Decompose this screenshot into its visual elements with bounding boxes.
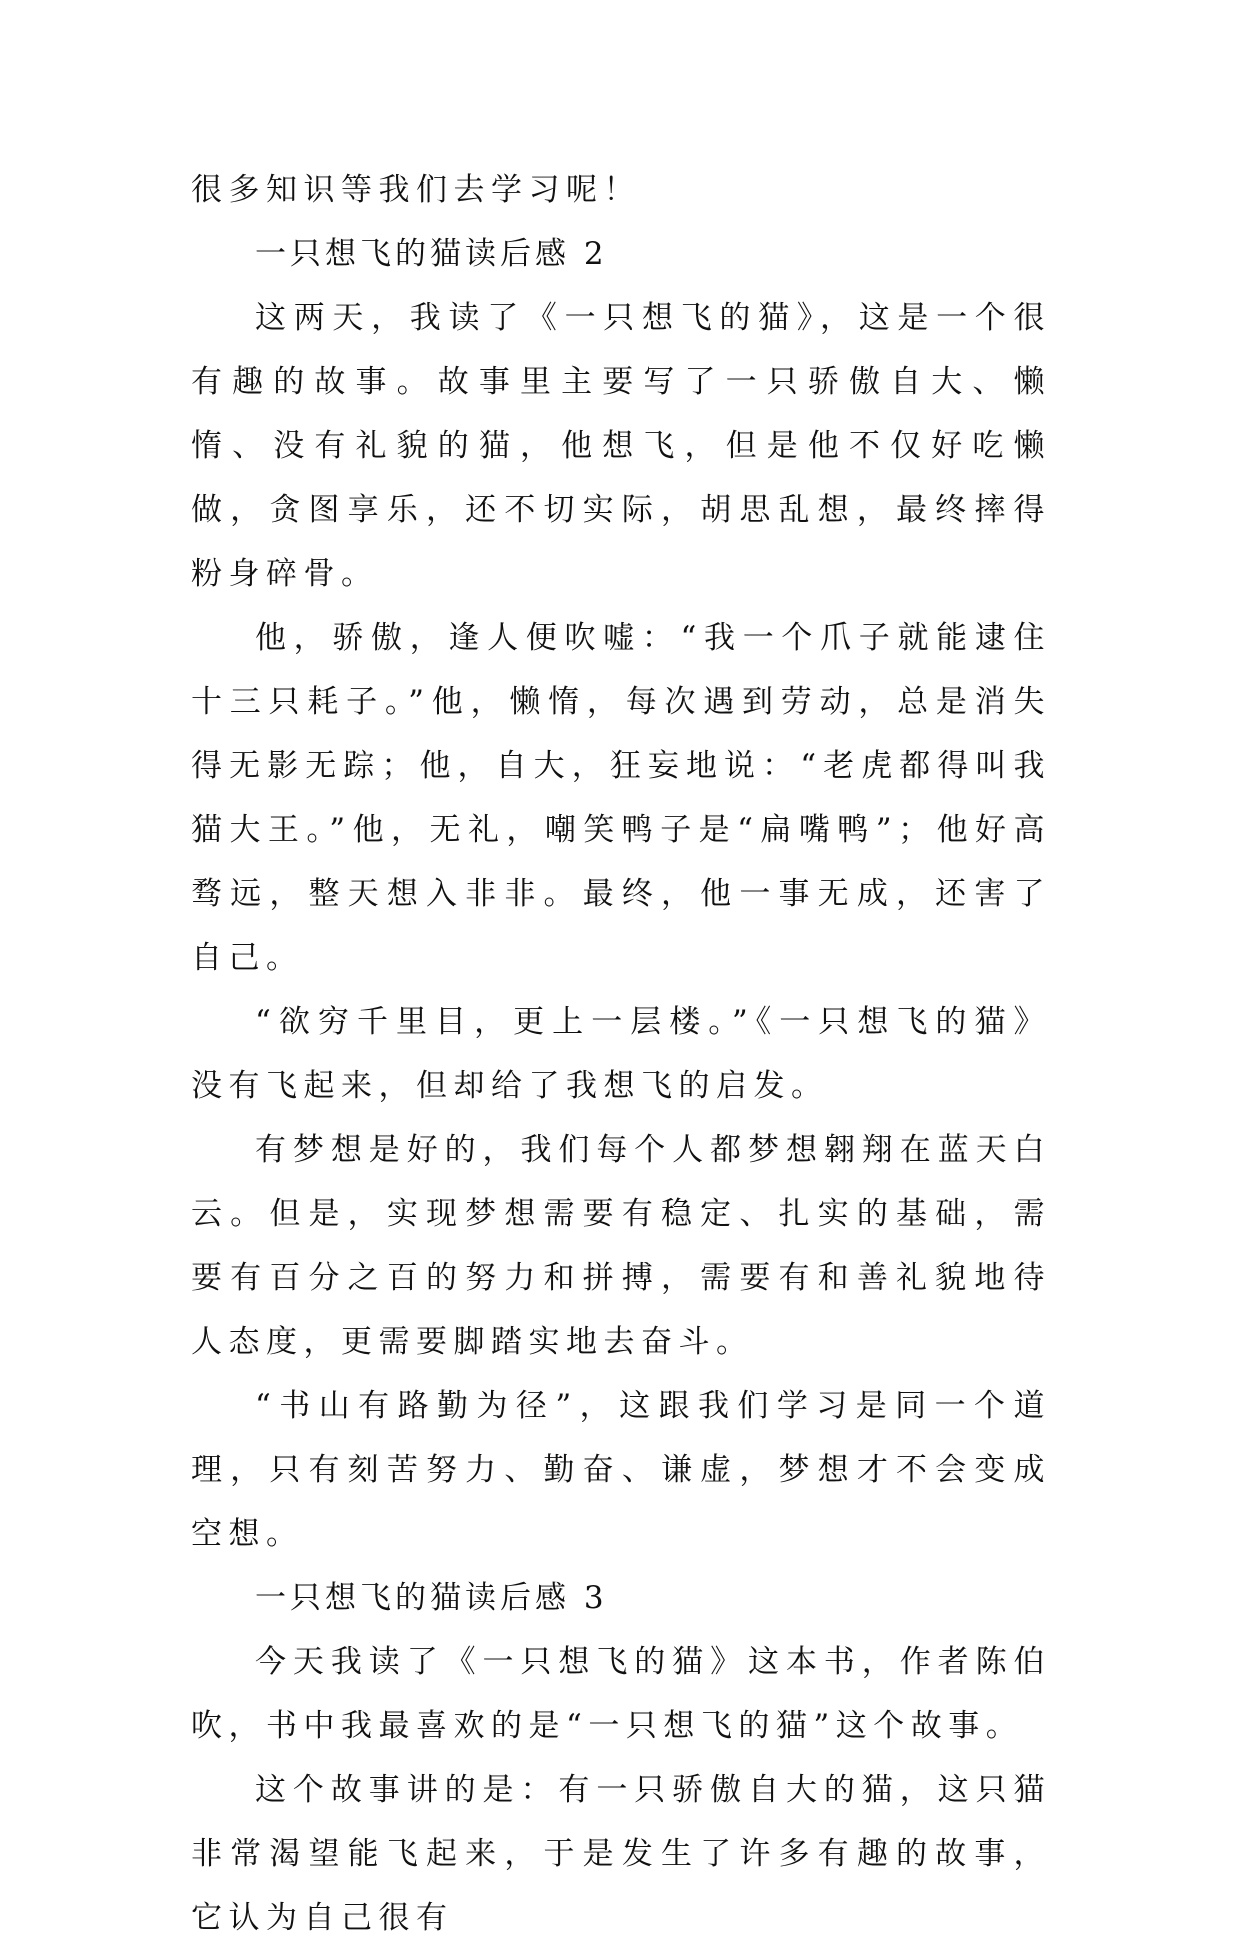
paragraph: “欲穷千里目，更上一层楼。”《一只想飞的猫》没有飞起来，但却给了我想飞的启发。: [191, 1004, 1051, 1104]
paragraph-continuation: 很多知识等我们去学习呢！: [191, 172, 641, 208]
section-heading-2: 一只想飞的猫读后感 2: [255, 236, 608, 272]
section-heading-3: 一只想飞的猫读后感 3: [255, 1580, 608, 1616]
paragraph: “书山有路勤为径”，这跟我们学习是同一个道理，只有刻苦努力、勤奋、谦虚，梦想才不会变成空想。: [191, 1388, 1051, 1552]
paragraph: 这个故事讲的是：有一只骄傲自大的猫，这只猫非常渴望能飞起来，于是发生了许多有趣的故事，它认为自己很有: [191, 1772, 1051, 1936]
paragraph: 这两天，我读了《一只想飞的猫》，这是一个很有趣的故事。故事里主要写了一只骄傲自大、懒惰、没有礼貌的猫，他想飞，但是他不仅好吃懒做，贪图享乐，还不切实际，胡思乱想，最终摔得粉身碎骨。: [191, 300, 1051, 592]
paragraph: 有梦想是好的，我们每个人都梦想翱翔在蓝天白云。但是，实现梦想需要有稳定、扎实的基础，需要有百分之百的努力和拼搏，需要有和善礼貌地待人态度，更需要脚踏实地去奋斗。: [191, 1132, 1051, 1360]
document-body: [191, 158, 1051, 1950]
paragraph: 今天我读了《一只想飞的猫》这本书，作者陈伯吹，书中我最喜欢的是“一只想飞的猫”这个故事。: [191, 1644, 1051, 1744]
paragraph: 他，骄傲，逢人便吹嘘：“我一个爪子就能逮住十三只耗子。”他，懒惰，每次遇到劳动，总是消失得无影无踪；他，自大，狂妄地说：“老虎都得叫我猫大王。”他，无礼，嘲笑鸭子是“扁嘴鸭”；他好高骛远，整天想入非非。最终，他一事无成，还害了自己。: [191, 620, 1051, 976]
